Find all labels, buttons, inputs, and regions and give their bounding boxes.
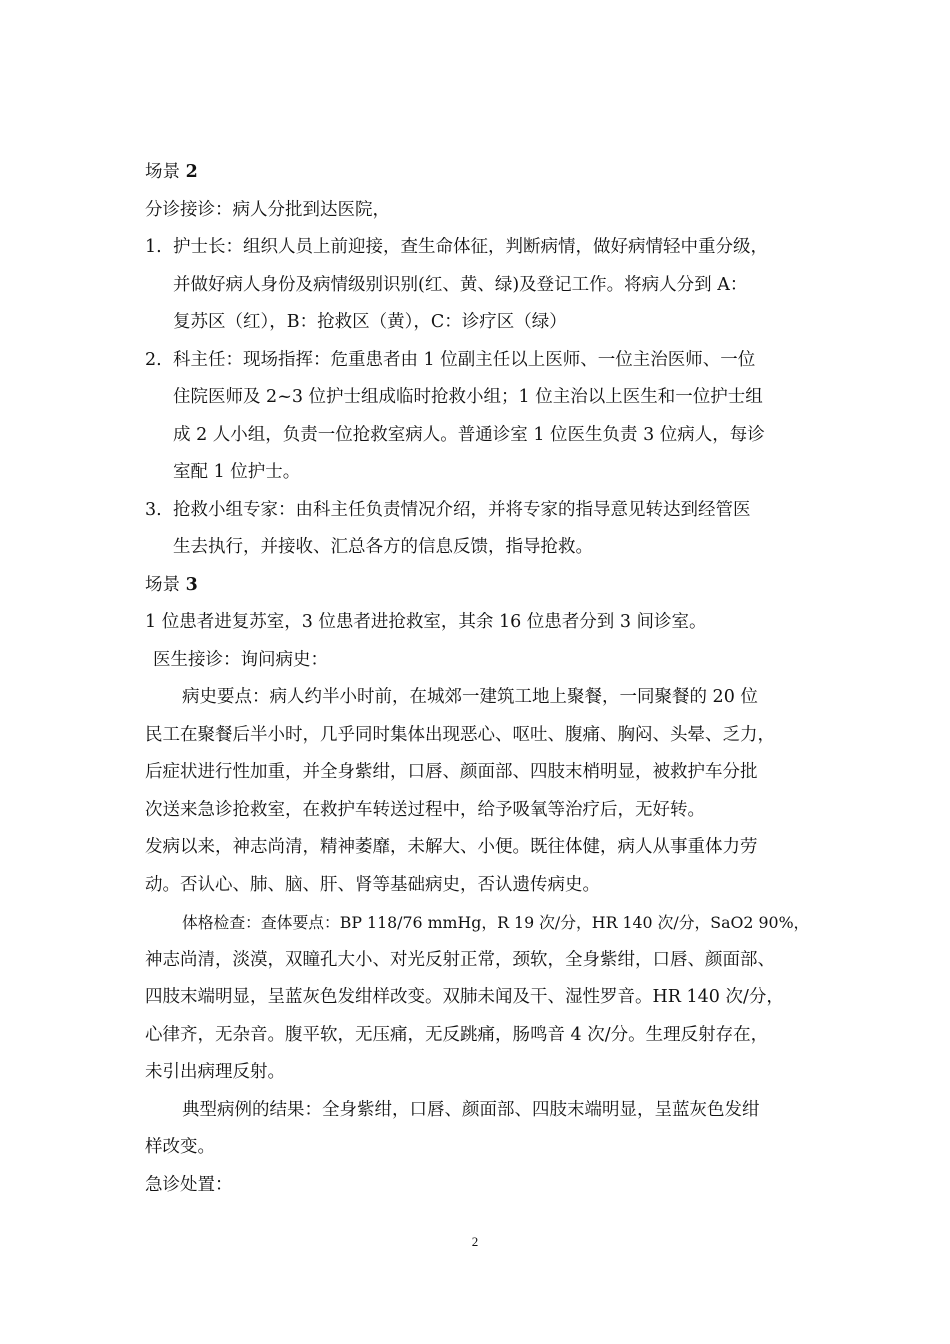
list-item-line: 护士长：组织人员上前迎接，查生命体征，判断病情，做好病情轻中重分级， xyxy=(173,237,768,257)
page-number: 2 xyxy=(471,1234,479,1249)
exam-line: 四肢末端明显，呈蓝灰色发绀样改变。双肺未闻及干、湿性罗音。HR 140 次/分， xyxy=(145,987,784,1007)
scene3-heading-number: 3 xyxy=(185,574,198,595)
list-item-line: 抢救小组专家：由科主任负责情况介绍，并将专家的指导意见转达到经管医 xyxy=(173,499,751,520)
list-number: 1. xyxy=(145,237,162,257)
exam-line: 心律齐，无杂音。腹平软，无压痛，无反跳痛，肠鸣音 4 次/分。生理反射存在， xyxy=(145,1024,769,1045)
list-item-line: 室配 1 位护士。 xyxy=(173,462,301,482)
scene2-heading-text: 场景 xyxy=(145,162,180,182)
list-item-line: 并做好病人身份及病情级别识别(红、黄、绿)及登记工作。将病人分到 A： xyxy=(173,274,748,295)
list-item-line: 科主任：现场指挥：危重患者由 1 位副主任以上医师、一位主治医师、一位 xyxy=(173,349,756,370)
scene2-heading-number: 2 xyxy=(185,162,198,182)
exam-line: 体格检查：查体要点：BP 118/76 mmHg，R 19 次/分，HR 140 次/分，SaO2 90%， xyxy=(182,913,810,932)
triage-line: 分诊接诊：病人分批到达医院， xyxy=(145,199,390,220)
list-item-head-nurse xyxy=(145,229,810,342)
result-line: 样改变。 xyxy=(145,1137,215,1157)
history-line: 后症状进行性加重，并全身紫绀，口唇、颜面部、四肢末梢明显，被救护车分批 xyxy=(145,762,758,782)
list-item-rescue-experts xyxy=(145,492,810,567)
list-item-line: 生去执行，并接收、汇总各方的信息反馈，指导抢救。 xyxy=(173,537,593,557)
scene3-heading xyxy=(145,567,810,605)
doctor-intake-line: 医生接诊：询问病史： xyxy=(153,649,328,670)
exam-line: 神志尚清，淡漠，双瞳孔大小、对光反射正常，颈软，全身紫绀，口唇、颜面部、 xyxy=(145,949,775,970)
list-number: 3. xyxy=(145,499,162,520)
onset-line: 发病以来，神志尚清，精神萎靡，未解大、小便。既往体健，病人从事重体力劳 xyxy=(145,837,758,857)
list-item-line: 住院医师及 2~3 位护士组成临时抢救小组；1 位主治以上医生和一位护士组 xyxy=(173,387,763,407)
result-line: 典型病例的结果：全身紫绀，口唇、颜面部、四肢末端明显，呈蓝灰色发绀 xyxy=(182,1099,760,1120)
list-item-line: 成 2 人小组，负责一位抢救室病人。普通诊室 1 位医生负责 3 位病人，每诊 xyxy=(173,424,765,445)
exam-line: 未引出病理反射。 xyxy=(145,1062,285,1082)
patient-distribution-line: 1 位患者进复苏室，3 位患者进抢救室，其余 16 位患者分到 3 间诊室。 xyxy=(145,612,707,632)
list-number: 2. xyxy=(145,349,162,370)
emergency-treatment-heading: 急诊处置： xyxy=(145,1174,233,1195)
document-body xyxy=(145,154,810,1204)
list-item-director xyxy=(145,342,810,492)
scene2-heading xyxy=(145,154,810,192)
scene3-heading-text: 场景 xyxy=(145,574,180,595)
list-item-line: 复苏区（红），B：抢救区（黄），C：诊疗区（绿） xyxy=(173,312,567,332)
history-line: 病史要点：病人约半小时前，在城郊一建筑工地上聚餐，一同聚餐的 20 位 xyxy=(182,687,758,707)
onset-line: 动。否认心、肺、脑、肝、肾等基础病史，否认遗传病史。 xyxy=(145,874,600,895)
history-line: 民工在聚餐后半小时，几乎同时集体出现恶心、呕吐、腹痛、胸闷、头晕、乏力， xyxy=(145,724,775,745)
history-line: 次送来急诊抢救室，在救护车转送过程中，给予吸氧等治疗后，无好转。 xyxy=(145,799,705,820)
